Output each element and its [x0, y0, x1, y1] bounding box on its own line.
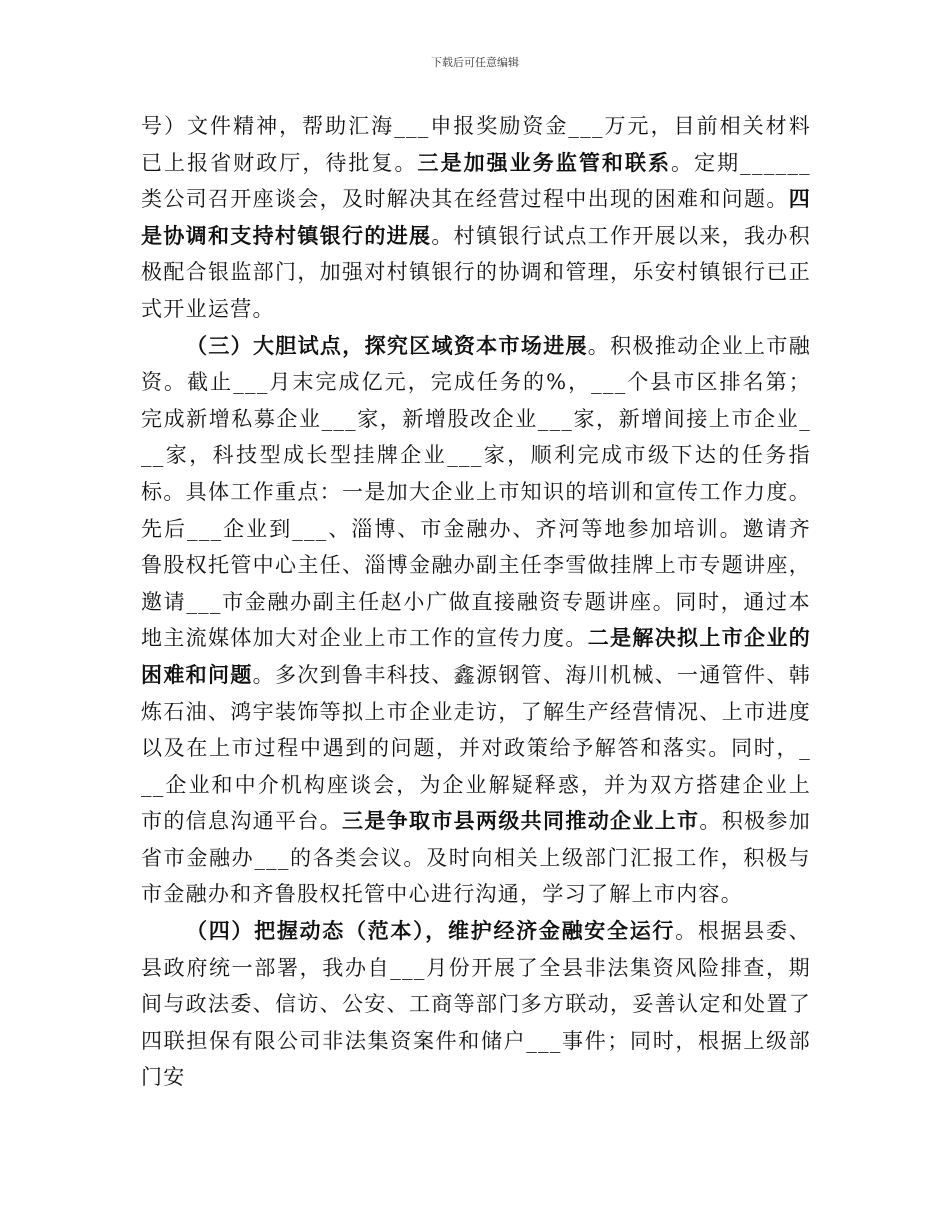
subheading-three: 三是争取市县两级共同推动企业上市: [342, 808, 700, 834]
paragraph-section-three: [141, 328, 811, 914]
subheading-two: 二是解决拟上市企业的困难和问题: [141, 625, 811, 687]
document-body: [141, 108, 811, 1096]
section-heading-four: 四是协调和支持村镇银行的进展: [141, 186, 811, 248]
body-text: 。村镇银行试点工作开展以来，我办积极配合银监部门，加强对村镇银行的协调和管理，乐安村镇银行已正式开业运营。: [141, 223, 811, 321]
body-text: 。积极推动企业上市融资。截止___月末完成亿元，完成任务的%，___个县市区排名第；完成新增私募企业___家，新增股改企业___家，新增间接上市企业___家，科技型成长型挂牌企业___家，顺利完成市级下达的任务指标。具体工作重点：一是加大企业上市知识的培训和宣传工作力度。先后___企业到___、淄博、市金融办、齐河等地参加培训。邀请齐鲁股权托管中心主任、淄博金融办副主任李雪做挂牌上市专题讲座，邀请___市金融办副主任赵小广做直接融资专题讲座。同时，通过本地主流媒体加大对企业上市工作的宣传力度。: [141, 333, 811, 651]
paragraph-continuation: [141, 108, 811, 328]
section-title-three: （三）大胆试点，探究区域资本市场进展: [186, 332, 588, 358]
body-text: 号）文件精神，帮助汇海___申报奖励资金___万元，目前相关材料已上报省财政厅，待批复。: [141, 114, 811, 175]
body-text: 。根据县委、县政府统一部署，我办自___月份开展了全县非法集资风险排查，期间与政法委、信访、公安、工商等部门多方联动，妥善认定和处置了四联担保有限公司非法集资案件和储户___事件；同时，根据上级部门安: [141, 919, 811, 1090]
section-heading-three: 三是加强业务监管和联系: [417, 149, 672, 175]
paragraph-section-four: [141, 913, 811, 1096]
page-header: 下载后可任意编辑: [431, 56, 519, 69]
section-title-four: （四）把握动态（范本），维护经济金融安全运行: [186, 918, 676, 944]
body-text: 。多次到鲁丰科技、鑫源钢管、海川机械、一通管件、韩炼石油、鸿宇装饰等拟上市企业走访，了解生产经营情况、上市进度以及在上市过程中遇到的问题，并对政策给予解答和落实。同时，___企业和中介机构座谈会，为企业解疑释惑，并为双方搭建企业上市的信息沟通平台。: [141, 662, 811, 834]
body-text: 。定期______类公司召开座谈会，及时解决其在经营过程中出现的困难和问题。: [141, 150, 811, 212]
body-text: 。积极参加省市金融办___的各类会议。及时向相关上级部门汇报工作，积极与市金融办和齐鲁股权托管中心进行沟通，学习了解上市内容。: [141, 809, 811, 907]
